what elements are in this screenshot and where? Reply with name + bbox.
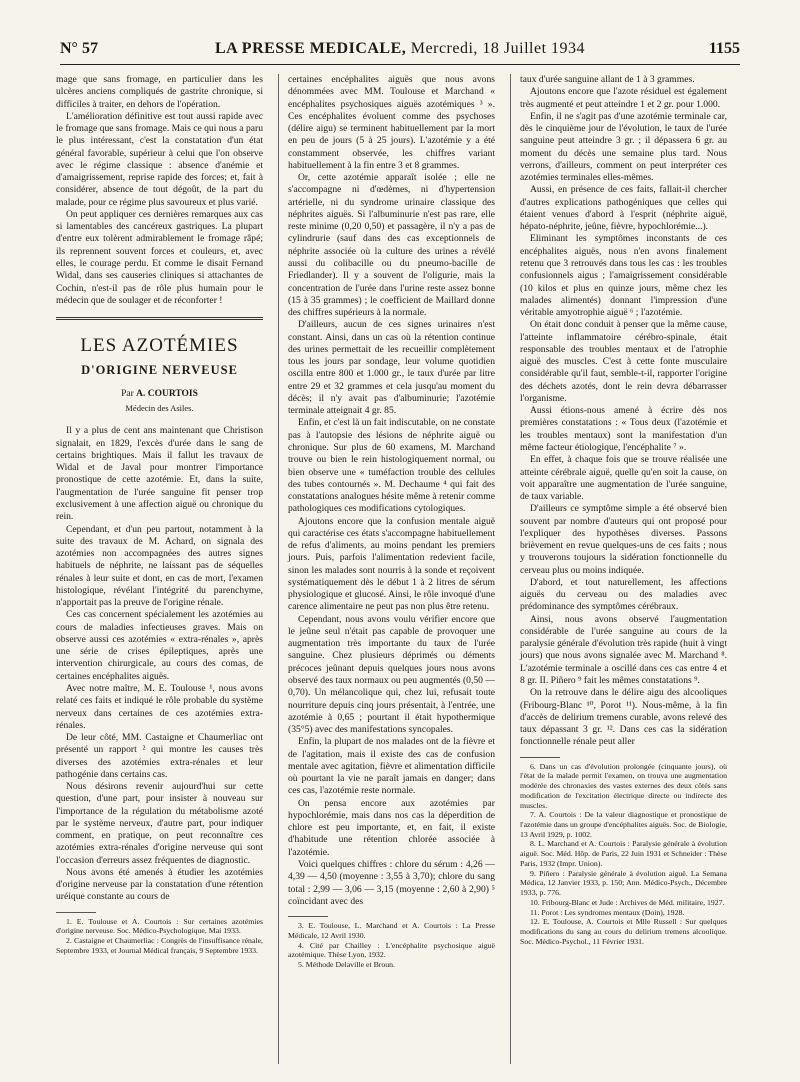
- paragraph: On pensa encore aux azotémies par hypochlorémie, mais dans nos cas la déperdition de chlore est peu importante, et, en fait, il existe d'habitude une rétention chlorée associée à l'azotémie.: [288, 797, 495, 858]
- footnote: 9. Piñero : Paralysie générale à évolution aiguë. La Semana Médica, 12 Janvier 1933, p. 150; Ann. Médico-Psych., Décembre 1933, p. 776.: [520, 868, 727, 898]
- paragraph: On peut appliquer ces dernières remarques aux cas si lamentables des cancéreux gastriques. La plupart d'entre eux tolèrent admirablement le fromage râpé; ils reprennent souvent forces et couleurs, et, avec elles, le courage perdu. Et comme le disait Fernand Widal, dans ses causeries cliniques si attachantes de Cochin, n'est-il pas de rôle plus humain pour le médecin que de soulager et de réconforter !: [56, 208, 263, 306]
- paragraph: On était donc conduit à penser que la même cause, l'atteinte inflammatoire cérébro-spinale, était responsable des troubles mentaux et de l'atrophie aiguë des muscles. C'est à cette fonte musculaire considérable qu'il faut, semble-t-il, rapporter l'origine des déchets azotés, dont le rein devra débarrasser l'organisme.: [520, 319, 727, 404]
- paragraph: Aussi étions-nous amené à écrire dès nos premières constatations : « Tous deux (l'azotémie et les troubles mentaux) sont la manifestation d'un même facteur étiologique, l'encéphalite ⁷ ».: [520, 405, 727, 453]
- byline-prefix: Par: [121, 389, 134, 400]
- paragraph: En effet, à chaque fois que se trouve réalisée une atteinte cérébrale aiguë, quelle qu'en soit la cause, on voit apparaître une augmentation de l'urée sanguine, de taux variable.: [520, 454, 727, 503]
- author-name: A. COURTOIS: [136, 389, 198, 400]
- running-header: [60, 40, 740, 62]
- byline: [56, 388, 263, 400]
- issue-number: N° 57: [60, 40, 98, 57]
- paragraph: D'abord, et tout naturellement, les affections aiguës du cerveau ou des maladies avec prédominance des symptômes cérébraux.: [520, 576, 727, 613]
- footnote: 1. E. Toulouse et A. Courtois : Sur certaines azotémies d'origine nerveuse. Soc. Médico-Psychologique, Mai 1933.: [56, 916, 263, 936]
- footnote: 12. E. Toulouse, A. Courtois et Mlle Russell : Sur quelques modifications du sang au cours du delirium tremens alcoolique. Soc. Médico-Psychol., 11 Février 1931.: [520, 917, 727, 946]
- paragraph: Enfin, et c'est là un fait indiscutable, on ne constate pas à l'autopsie des lésions de néphrite aiguë ou chronique. Sur plus de 60 examens, M. Marchand trouve ou bien le rein histologiquement normal, ou bien observe une « tuméfaction trouble des cellules des tubes contournés ». M. Dechaume ⁴ qui fait des constatations analogues hésite même à retenir comme pathologiques ces modifications cytologiques.: [288, 417, 496, 515]
- column-2: [288, 74, 495, 970]
- paragraph: Nous avons été amenés à étudier les azotémies d'origine nerveuse par la constatation d'une rétention uréique constante au cours de: [56, 866, 263, 903]
- paragraph: On la retrouve dans le délire aigu des alcooliques (Fribourg-Blanc ¹⁰, Porot ¹¹). Nous-même, à la fin d'accès de delirium tremens curable, avons relevé des taux dépassant 3 gr. ¹². Dans ces cas la sidération fonctionnelle rénale peut aller: [520, 687, 727, 748]
- header-rule: [60, 64, 740, 65]
- paragraph: Or, cette azotémie apparaît isolée ; elle ne s'accompagne ni d'œdèmes, ni d'hypertension artérielle, ni du syndrome urinaire classique des néphrites aiguës. Si l'albuminurie n'est pas rare, elle reste minime (0,20 0,50) et passagère, il n'y a pas de cylindrurie (sauf dans des cas exceptionnels de néphrite associée où la culture des urines a révélé aussi du colibacille ou du pneumo-bacille de Friedlander). Il y a souvent de l'oligurie, mais la concentration de l'urée dans l'urine reste assez bonne (15 à 35 grammes) ; le coefficient de Maillard donne des chiffres supérieurs à la normale.: [288, 172, 495, 319]
- issue-date: Mercredi, 18 Juillet 1934: [410, 40, 586, 57]
- paragraph: Cependant, et d'un peu partout, notamment à la suite des travaux de M. Achard, on signala des azotémies non accompagnées des autres signes habituels de néphrite, ne laissant pas de séquelles rénales à leur suite et dont, en cas de mort, l'examen histologique, révélant l'intégrité du parenchyme, n'apportait pas la preuve de l'origine rénale.: [56, 523, 263, 609]
- paragraph: taux d'urée sanguine allant de 1 à 3 grammes.: [520, 74, 695, 85]
- footnote-separator: [520, 757, 560, 758]
- paragraph: Enfin, la plupart de nos malades ont de la fièvre et de l'agitation, mais il existe des cas de confusion mentale avec agitation, fièvre et alimentation difficile où pourtant la vie ne paraît jamais en danger; dans ces cas, l'azotémie reste normale.: [288, 736, 495, 797]
- paragraph: Ainsi, nous avons observé l'augmentation considérable de l'urée sanguine au cours de la paralysie générale d'évolution très rapide (huit à vingt jours) que nous avons signalée avec M. Marchand ⁸. L'azotémie terminale a oscillé dans ces cas entre 4 et 8 gr. II. Piñero ⁹ fait les mêmes constatations ⁹.: [520, 613, 727, 687]
- page-number: 1155: [708, 40, 740, 57]
- paragraph: L'amélioration définitive est tout aussi rapide avec le fromage que sans fromage. Mais ce qui nous a paru le plus intéressant, c'est la constatation d'un état général favorable, supérieur à celui que l'on observe avec le régime classique : absence d'anémie et d'amaigrissement, reprise rapide des forces; et, fait à considérer, absence de tout dégoût, de la part du malade, pour ce régime plus savoureux et plus varié.: [56, 110, 263, 208]
- paragraph: Voici quelques chiffres : chlore du sérum : 4,26 — 4,39 — 4,50 (moyenne : 3,55 à 3,70); chlore du sang total : 2,99 — 3,06 — 3,15 (moyenne : 2,60 à 2,90) ⁵ coïncidant avec des: [288, 859, 495, 907]
- article-separator: [56, 317, 263, 320]
- paragraph: Enfin, il ne s'agit pas d'une azotémie terminale car, dès le cinquième jour de l'évolution, le taux de l'urée sanguine peut atteindre 3 gr. ; il dépassera 6 gr. au moment du décès une semaine plus tard. Nous verrons, d'ailleurs, comment on peut interpréter ces azotémies terminales elles-mêmes.: [520, 110, 727, 184]
- column-1: [56, 74, 263, 956]
- paragraph: D'ailleurs, aucun de ces signes urinaires n'est constant. Ainsi, dans un cas où la rétention continue des urines permettait de les recueillir complètement tous les jours par sondage, leur volume quotidien oscilla entre 800 et 1.000 gr., le taux d'urée par litre entre 29 et 32 grammes et cela jusqu'au moment du décès; il n'y avait pas d'albuminurie; l'azotémie terminale atteignait 4 gr. 85.: [288, 319, 495, 417]
- paragraph: Avec notre maître, M. E. Toulouse ¹, nous avons relaté ces faits et indiqué le rôle probable du système nerveux dans certaines de ces azotémies extra-rénales.: [56, 682, 263, 731]
- paragraph: Ajoutons encore que l'azote résiduel est également très augmenté et peut atteindre 1 et 2 gr. pour 1.000.: [520, 86, 727, 110]
- author-affiliation: Médecin des Asiles.: [125, 402, 194, 413]
- paragraph: Nous désirons revenir aujourd'hui sur cette question, d'une part, pour insister à nouveau sur l'importance de la régulation du métabolisme azoté par le système nerveux, d'autre part, pour indiquer comment, en pratique, on peut reconnaître ces azotémies extra-rénales d'origine nerveuse qui sont l'occasion d'erreurs assez fréquentes de diagnostic.: [56, 781, 263, 866]
- paragraph: Aussi, en présence de ces faits, fallait-il chercher d'autres explications pathogéniques que celles qui étaient venues d'abord à l'esprit (néphrite aiguë, hépato-néphrite, jeûne, fièvre, hypochlorémie...).: [520, 184, 727, 233]
- footnote: 4. Cité par Chailley : L'encéphalite psychosique aiguë azotémique. Thèse Lyon, 1932.: [288, 940, 495, 960]
- paragraph: Il y a plus de cent ans maintenant que Christison signalait, en 1829, l'excès d'urée dans le sang de certains brightiques. Mais il fallut les travaux de Widal et de Javal pour montrer l'importance pronostique de cette azotémie. Et, dans la suite, l'augmentation de l'urée sanguine fit penser trop exclusivement à une affection aiguë ou chronique du rein.: [56, 425, 263, 523]
- footnote: 8. L. Marchand et A. Courtois : Paralysie générale à évolution aiguë. Soc. Méd. Hôp. de Paris, 22 Juin 1931 et Schneider : Thèse Paris, 1932 (Impr. Union).: [520, 839, 727, 868]
- journal-name: LA PRESSE MEDICALE,: [214, 40, 407, 57]
- footnote: 10. Fribourg-Blanc et Jude : Archives de Méd. militaire, 1927.: [530, 897, 725, 907]
- footnote-separator: [56, 912, 96, 913]
- paragraph: Eliminant les symptômes inconstants de ces encéphalites aiguës, nous n'en avons finalement retenu que 3 retrouvés dans tous les cas : les troubles confusionnels aigus ; l'amaigrissement considérable (10 kilos et plus en quinze jours, même chez les malades alimentés) donnant l'impression d'une véritable amyotrophie aiguë ⁶ ; l'azotémie.: [520, 233, 727, 319]
- article-subtitle: D'ORIGINE NERVEUSE: [81, 363, 238, 378]
- paragraph: D'ailleurs ce symptôme simple a été observé bien souvent par nombre d'auteurs qui ont proposé pour l'expliquer des hypothèses diverses. Passons brièvement en revue quelques-uns de ces faits ; nous y trouverons toujours la sidération fonctionnelle du cerveau plus ou moins indiquée.: [520, 503, 727, 576]
- footnote: 7. A. Courtois : De la valeur diagnostique et pronostique de l'azotémie dans un groupe d'encéphalites aiguës. Soc. de Biologie, 13 Avril 1929, p. 1002.: [520, 810, 727, 839]
- column-divider: [510, 74, 511, 1064]
- footnote: 11. Porot : Les syndromes mentaux (Doin), 1928.: [530, 907, 685, 917]
- paragraph: Ajoutons encore que la confusion mentale aiguë qui caractérise ces états s'accompagne habituellement de refus d'aliments, au moins pendant les premiers jours. Puis, parfois l'alimentation redevient facile, sinon les malades sont nourris à la sonde et reçoivent systématiquement dès le début 1 à 2 litres de sérum physiologique et glucosé. Ainsi, le rôle invoqué d'une carence alimentaire ne peut pas non plus être retenu.: [288, 515, 495, 613]
- paragraph: Cependant, nous avons voulu vérifier encore que le jeûne seul n'était pas capable de provoquer une augmentation très importante du taux de l'urée sanguine. Chez plusieurs déprimés ou déments précoces jeûnant depuis quelques jours nous avons observé des taux normaux ou peu augmentés (0,50 — 0,70). Un mélancolique qui, chez lui, refusait toute nourriture depuis cinq jours présentait, à l'entrée, une azotémie à 0,65 ; pourtant il était hypothermique (35°5) avec des manifestations syncopales.: [288, 613, 495, 736]
- article-title: LES AZOTÉMIES: [80, 335, 239, 357]
- column-divider: [278, 74, 279, 1064]
- column-3: [520, 74, 727, 947]
- paragraph: certaines encéphalites aiguës que nous avons dénommées avec MM. Toulouse et Marchand « encéphalites psychosiques aiguës azotémiques ³ ». Ces encéphalites évoluent comme des psychoses (délire aigu) se terminent habituellement par la mort en peu de jours (5 à 25 jours). L'azotémie y a été constamment observée, les chiffres variant habituellement à la fin entre 3 et 8 grammes.: [288, 74, 495, 171]
- paragraph: mage que sans fromage, en particulier dans les ulcères anciens compliqués de gastrite chronique, si difficiles à traiter, en dehors de l'opération.: [56, 74, 263, 110]
- footnote-separator: [288, 916, 328, 917]
- footnote: 5. Méthode Delaville et Broun.: [298, 960, 396, 969]
- paragraph: Ces cas concernent spécialement les azotémies au cours de maladies infectieuses graves. Mais on observe aussi ces azotémies « extra-rénales », après une série de crises épileptiques, après une intervention chirurgicale, au cours des comas, de certaines encéphalites aiguës.: [56, 609, 263, 682]
- journal-title: [60, 40, 740, 58]
- paragraph: De leur côté, MM. Castaigne et Chaumerliac ont présenté un rapport ² qui montre les causes très diverses des azotémies extra-rénales et leur pathogénie dans certains cas.: [56, 732, 263, 780]
- footnote: 6. Dans un cas d'évolution prolongée (cinquante jours), où l'état de la malade permit l'examen, on trouva une augmentation modérée des chronaxies des vastes externes des deux côtés sans modification de l'excitation électrique directe ou indirecte des muscles.: [520, 761, 727, 810]
- footnote: 2. Castaigne et Chaumerliac : Congrès de l'insuffisance rénale, Septembre 1933, et Journal Médical français, 9 Septembre 1933.: [56, 936, 263, 955]
- footnote: 3. E. Toulouse, L. Marchand et A. Courtois : La Presse Médicale, 12 Avril 1930.: [288, 921, 495, 940]
